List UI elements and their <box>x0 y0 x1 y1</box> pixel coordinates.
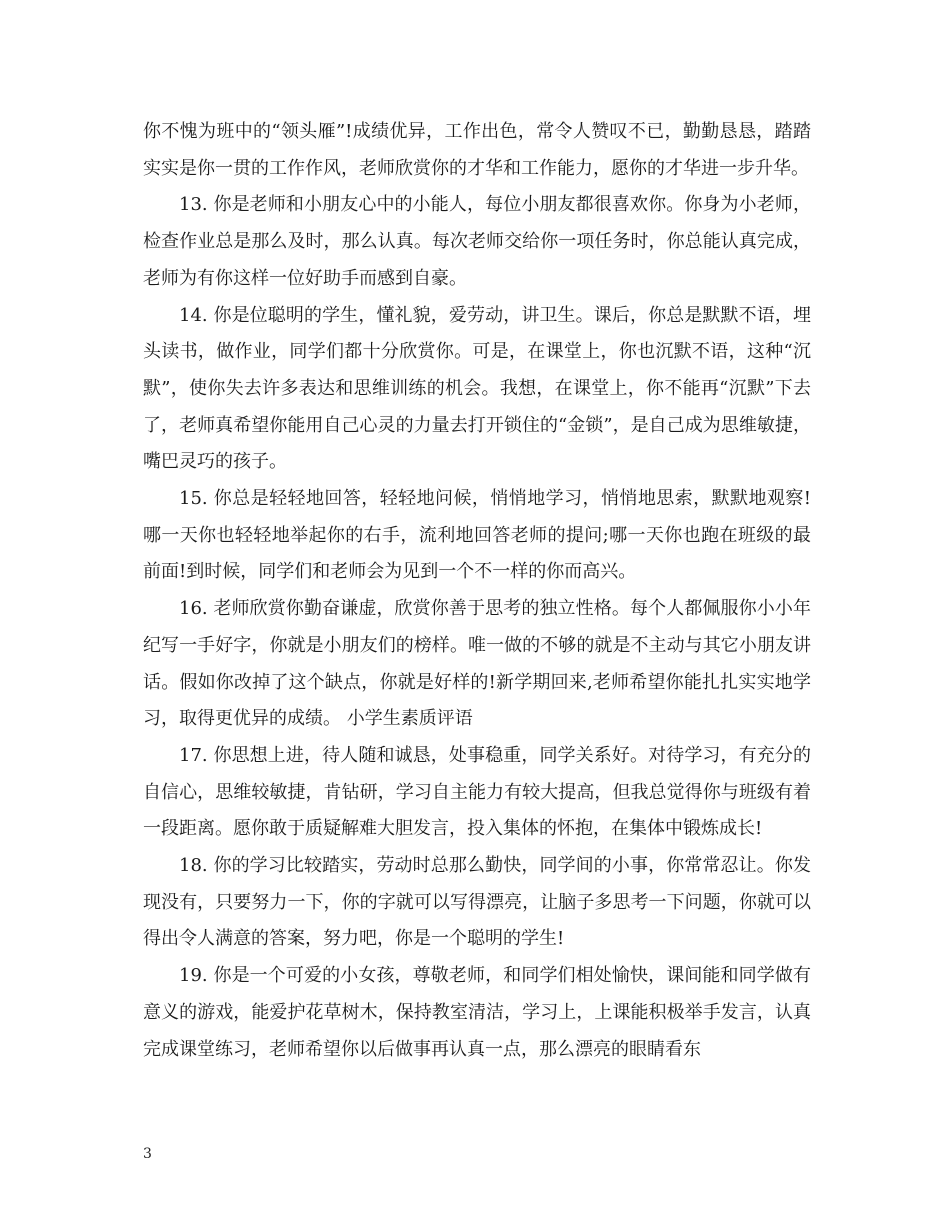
paragraph-19: 19. 你是一个可爱的小女孩，尊敬老师，和同学们相处愉快，课间能和同学做有意义的游戏，能爱护花草树木，保持教室清洁，学习上，上课能积极举手发言，认真完成课堂练习，老师希望你以后做事再认真一点，那么漂亮的眼睛看东 <box>143 965 811 1060</box>
document-body <box>143 114 811 1068</box>
paragraph-18: 18. 你的学习比较踏实，劳动时总那么勤快，同学间的小事，你常常忍让。你发现没有，只要努力一下，你的字就可以写得漂亮，让脑子多思考一下问题，你就可以得出令人满意的答案，努力吧，你是一个聪明的学生! <box>143 855 811 950</box>
paragraph-16: 16. 老师欣赏你勤奋谦虚，欣赏你善于思考的独立性格。每个人都佩服你小小年纪写一手好字，你就是小朋友们的榜样。唯一做的不够的就是不主动与其它小朋友讲话。假如你改掉了这个缺点，你就是好样的!新学期回来,老师希望你能扎扎实实地学习，取得更优异的成绩。 小学生素质评语 <box>143 598 811 730</box>
paragraph-13: 13. 你是老师和小朋友心中的小能人，每位小朋友都很喜欢你。你身为小老师，检查作业总是那么及时，那么认真。每次老师交给你一项任务时，你总能认真完成，老师为有你这样一位好助手而感到自豪。 <box>143 194 811 289</box>
paragraph-intro: 你不愧为班中的“领头雁”!成绩优异，工作出色，常令人赞叹不已，勤勤恳恳，踏踏实实是你一贯的工作作风，老师欣赏你的才华和工作能力，愿你的才华进一步升华。 <box>143 121 811 179</box>
paragraph-17: 17. 你思想上进，待人随和诚恳，处事稳重，同学关系好。对待学习，有充分的自信心，思维较敏捷，肯钻研，学习自主能力有较大提高，但我总觉得你与班级有着一段距离。愿你敢于质疑解难大胆发言，投入集体的怀抱，在集体中锻炼成长! <box>143 744 811 840</box>
paragraph-15: 15. 你总是轻轻地回答，轻轻地问候，悄悄地学习，悄悄地思索，默默地观察!哪一天你也轻轻地举起你的右手，流利地回答老师的提问;哪一天你也跑在班级的最前面!到时候，同学们和老师会为见到一个不一样的你而高兴。 <box>143 488 811 583</box>
paragraph-14: 14. 你是位聪明的学生，懂礼貌，爱劳动，讲卫生。课后，你总是默默不语，埋头读书，做作业，同学们都十分欣赏你。可是，在课堂上，你也沉默不语，这种“沉默”，使你失去许多表达和思维训练的机会。我想，在课堂上，你不能再“沉默”下去了，老师真希望你能用自己心灵的力量去打开锁住的“金锁”，是自己成为思维敏捷，嘴巴灵巧的孩子。 <box>143 304 811 473</box>
page-number: 3 <box>143 1146 152 1162</box>
